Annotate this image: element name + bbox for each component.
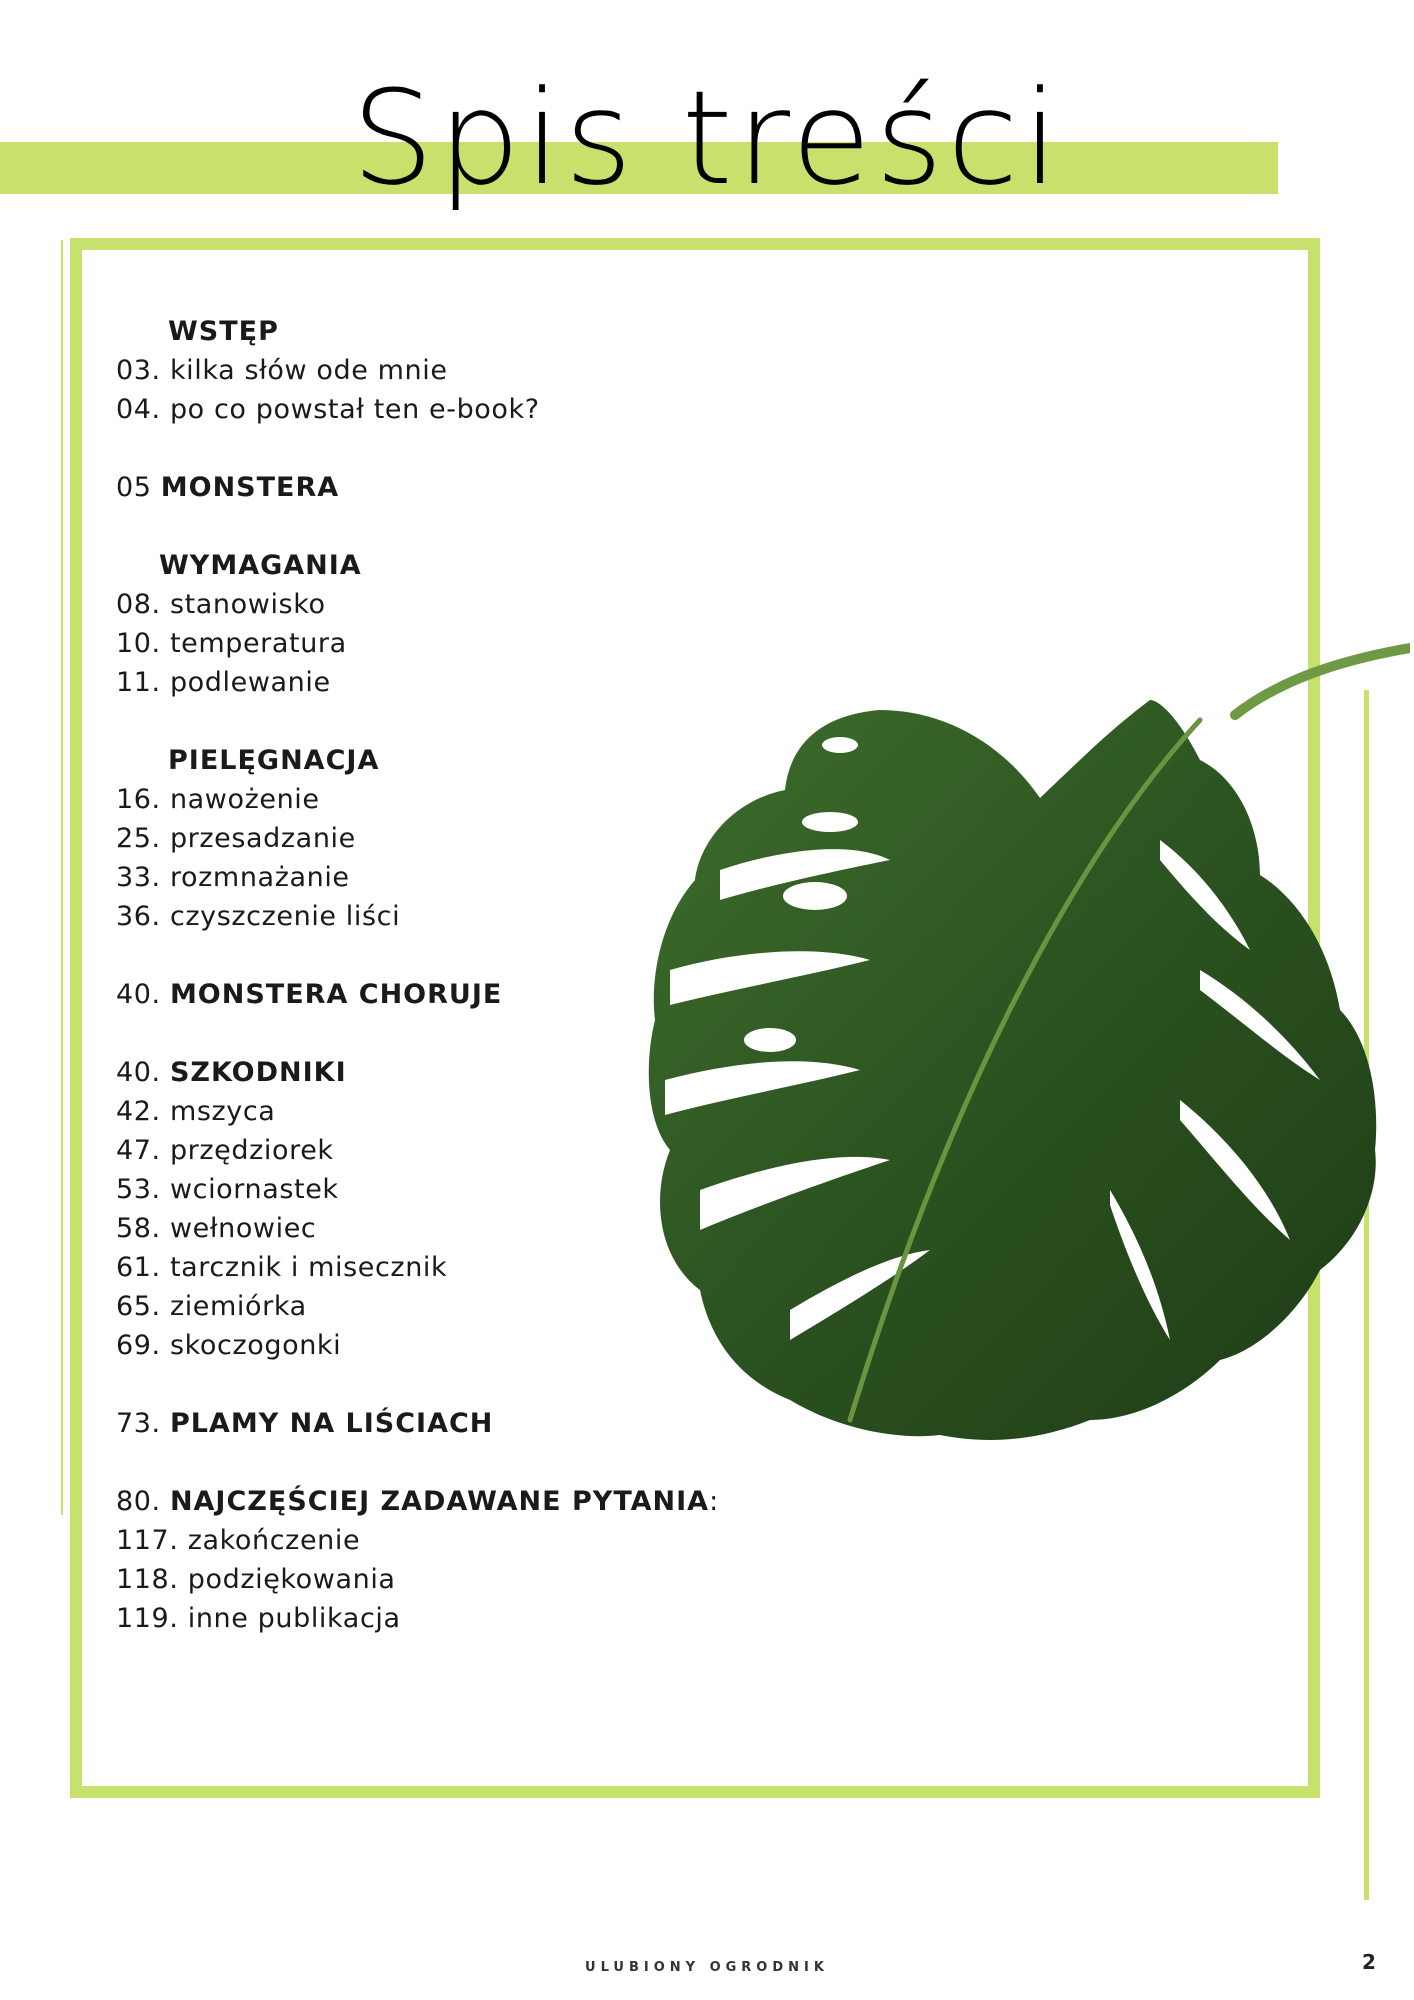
toc-text: mszyca (169, 1096, 276, 1127)
toc-text: rozmnażanie (169, 862, 350, 893)
toc-text: SZKODNIKI (169, 1057, 347, 1088)
toc-text: temperatura (169, 628, 347, 659)
toc-page: 08. (116, 589, 161, 620)
toc-page: 61. (116, 1252, 161, 1283)
toc-section-monstera[interactable] (116, 468, 816, 507)
toc-text: ziemiórka (169, 1291, 307, 1322)
toc-page: 03. (116, 355, 161, 386)
toc-entry[interactable] (116, 390, 816, 429)
toc-text: podziękowania (187, 1564, 396, 1595)
toc-page: 33. (116, 862, 161, 893)
toc-section-wymagania[interactable]: WYMAGANIA (159, 550, 362, 581)
toc-text: zakończenie (187, 1525, 361, 1556)
toc-page: 16. (116, 784, 161, 815)
toc-section-pielegnacja[interactable]: PIELĘGNACJA (168, 745, 380, 776)
toc-page: 117. (116, 1525, 179, 1556)
toc-page: 36. (116, 901, 161, 932)
toc-text: nawożenie (169, 784, 320, 815)
toc-text: stanowisko (169, 589, 326, 620)
toc-text: po co powstał ten e-book? (169, 394, 540, 425)
toc-suffix: : (709, 1486, 719, 1517)
page-title: Spis treści (351, 62, 1063, 214)
monstera-leaf-image (640, 540, 1410, 1460)
toc-text: przesadzanie (169, 823, 356, 854)
toc-entry[interactable] (116, 1599, 816, 1638)
toc-text: czyszczenie liści (169, 901, 401, 932)
toc-page: 05 (116, 472, 152, 503)
toc-page: 73. (116, 1408, 161, 1439)
decorative-line-left (61, 240, 63, 1515)
toc-text: skoczogonki (169, 1330, 342, 1361)
toc-entry[interactable] (116, 1560, 816, 1599)
toc-text: podlewanie (169, 667, 331, 698)
footer-brand: ULUBIONY OGRODNIK (585, 1960, 829, 1975)
toc-page: 58. (116, 1213, 161, 1244)
toc-page: 47. (116, 1135, 161, 1166)
toc-text: MONSTERA (160, 472, 340, 503)
toc-page: 25. (116, 823, 161, 854)
toc-page: 11. (116, 667, 161, 698)
toc-section-wstep[interactable]: WSTĘP (168, 316, 279, 347)
toc-text: wełnowiec (169, 1213, 317, 1244)
toc-text: kilka słów ode mnie (169, 355, 448, 386)
toc-section-faq[interactable] (116, 1482, 816, 1521)
toc-page: 80. (116, 1486, 161, 1517)
toc-page: 53. (116, 1174, 161, 1205)
toc-page: 10. (116, 628, 161, 659)
toc-text: PLAMY NA LIŚCIACH (169, 1408, 494, 1439)
toc-text: NAJCZĘŚCIEJ ZADAWANE PYTANIA (169, 1486, 710, 1517)
toc-text: wciornastek (169, 1174, 339, 1205)
toc-entry[interactable] (116, 351, 816, 390)
toc-page: 04. (116, 394, 161, 425)
toc-text: tarcznik i misecznik (169, 1252, 448, 1283)
toc-page: 65. (116, 1291, 161, 1322)
toc-page: 69. (116, 1330, 161, 1361)
toc-page: 119. (116, 1603, 179, 1634)
toc-entry[interactable] (116, 1521, 816, 1560)
toc-page: 118. (116, 1564, 179, 1595)
toc-text: przędziorek (169, 1135, 334, 1166)
toc-page: 42. (116, 1096, 161, 1127)
toc-text: MONSTERA CHORUJE (169, 979, 503, 1010)
toc-page: 40. (116, 979, 161, 1010)
toc-page: 40. (116, 1057, 161, 1088)
page-number: 2 (1362, 1950, 1376, 1974)
toc-text: inne publikacja (187, 1603, 401, 1634)
